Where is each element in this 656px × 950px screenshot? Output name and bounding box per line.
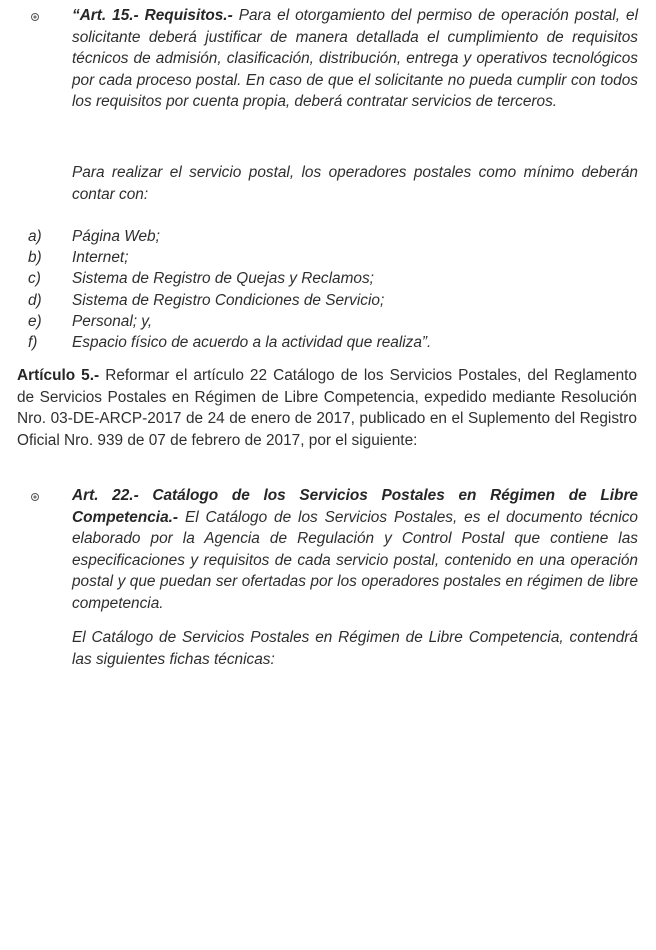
article5-paragraph [17, 365, 637, 451]
list-item [28, 311, 638, 332]
art22-body: El Catálogo de los Servicios Postales, es el documento técnico elaborado por la Agencia de Regulación y Control Postal que contiene las especificaciones y requisitos de cada servicio postal, contenido en una operación postal y que puedan ser ofertadas por los operadores postales en régimen de libre competencia. [72, 508, 638, 612]
list-item [28, 290, 638, 311]
list-item-text: Sistema de Registro Condiciones de Servicio; [72, 291, 385, 309]
list-item-text: Internet; [72, 249, 129, 267]
list-item [28, 332, 638, 353]
list-item [28, 226, 638, 247]
bullet-icon [30, 12, 40, 22]
list-item-text: Página Web; [72, 228, 160, 245]
article5-title: Artículo 5.- [17, 367, 100, 384]
list-item-letter: b) [28, 249, 42, 267]
article5-body: Reformar el artículo 22 Catálogo de los Servicios Postales, del Reglamento de Servicios Postales en Régimen de Libre Competencia, expedido mediante Resolución Nro. 03-DE-ARCP-2017 de 24 de enero de 2017, publicado en el Suplemento del Registro Oficial Nro. 939 de 07 de febrero de 2017, por el siguiente: [17, 367, 637, 449]
art22-paragraph [72, 485, 638, 615]
requirements-list [28, 226, 638, 353]
list-item-letter: d) [28, 291, 42, 309]
list-item-letter: e) [28, 312, 42, 330]
list-item-text: Espacio físico de acuerdo a la actividad que realiza”. [72, 334, 432, 352]
art15-paragraph-2: Para realizar el servicio postal, los operadores postales como mínimo deberán contar con: [72, 164, 638, 203]
list-item-letter: a) [28, 228, 42, 245]
list-item-letter: c) [28, 270, 41, 288]
art15-paragraph [72, 5, 638, 113]
art22-title: Art. 22.- Catálogo de los Servicios Postales en Régimen de Libre Competencia.- [72, 487, 638, 526]
list-item-text: Personal; y, [72, 312, 153, 330]
list-item [28, 268, 638, 289]
art22-paragraph-2: El Catálogo de Servicios Postales en Régimen de Libre Competencia, contendrá las siguientes fichas técnicas: [72, 629, 638, 668]
bullet-icon [30, 492, 40, 502]
list-item-text: Sistema de Registro de Quejas y Reclamos; [72, 270, 374, 288]
list-item [28, 247, 638, 268]
list-item-letter: f) [28, 334, 38, 352]
art15-title: “Art. 15.- Requisitos.- [72, 7, 233, 24]
art15-body: Para el otorgamiento del permiso de operación postal, el solicitante deberá justificar de manera detallada el cumplimiento de requisitos técnicos de admisión, clasificación, distribución, entrega y operativos tecnológicos por cada proceso postal. En caso de que el solicitante no pueda cumplir con todos los requisitos por cuenta propia, deberá contratar servicios de terceros. [72, 7, 638, 111]
